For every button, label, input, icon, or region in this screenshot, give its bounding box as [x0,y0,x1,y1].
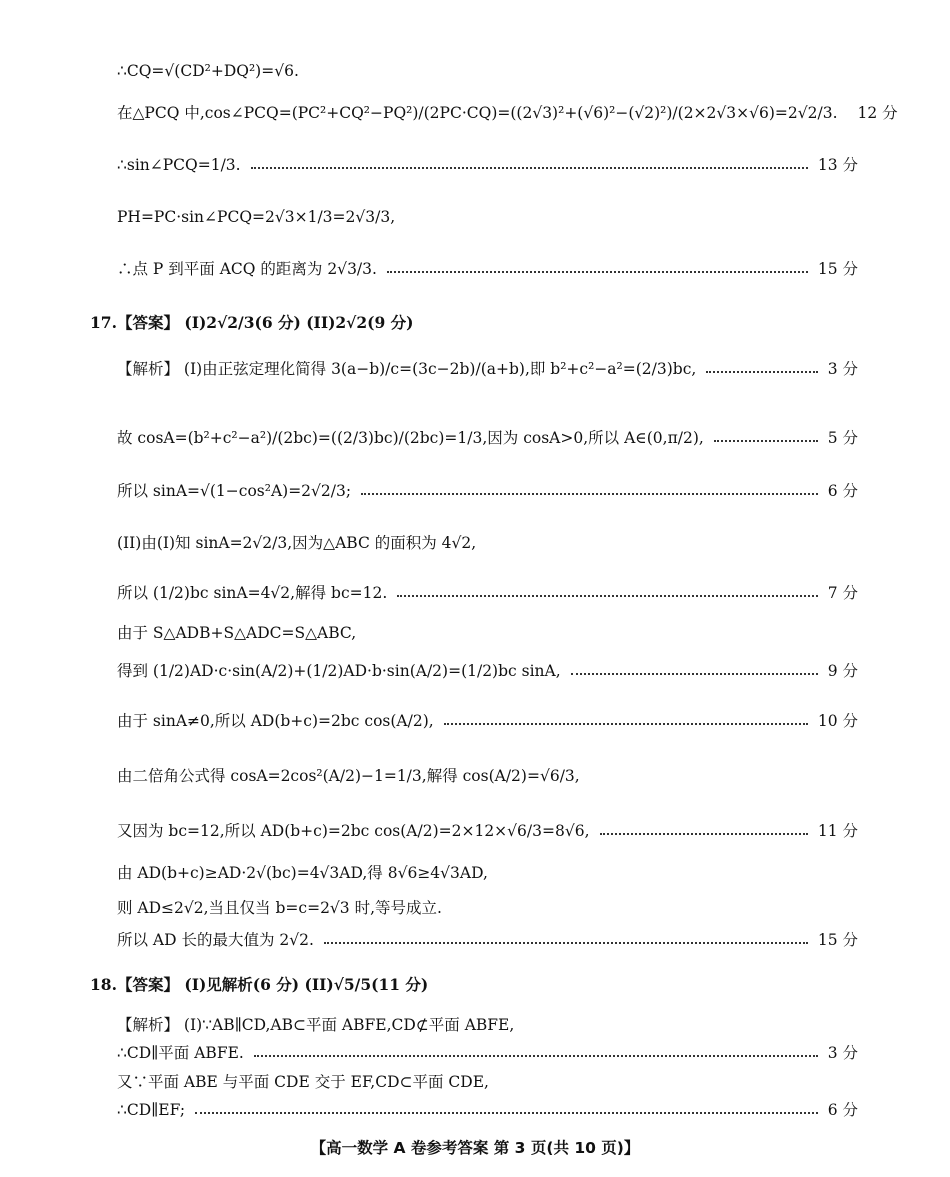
score-label: 15 分 [817,260,858,278]
score-label: 10 分 [817,712,858,730]
line-text: 由于 S△ADB+S△ADC=S△ABC, [117,624,357,642]
score-label: 13 分 [817,156,858,174]
line-text: 又因为 bc=12,所以 AD(b+c)=2bc cos(A/2)=2×12×√6/3=8√6, [117,822,590,840]
solution-line [117,60,858,82]
solution-line [117,1042,858,1064]
solution-line [117,532,858,554]
line-text: 得到 (1/2)AD·c·sin(A/2)+(1/2)AD·b·sin(A/2)=(1/2)bc sinA, [117,662,561,680]
leader-dots [361,493,818,495]
leader-dots [444,723,808,725]
solution-line [117,710,858,732]
score-label: 6 分 [827,482,858,500]
question-18-answer: 18.【答案】 (I)见解析(6 分) (II)√5/5(11 分) [90,975,429,994]
leader-dots [254,1055,818,1057]
solution-line [117,660,858,682]
leader-dots [714,440,818,442]
solution-line [117,154,858,176]
solution-line [117,1099,858,1121]
question-17-answer: 17.【答案】 (I)2√2/3(6 分) (II)2√2(9 分) [90,313,414,332]
score-label: 6 分 [827,1101,858,1119]
line-text: 所以 (1/2)bc sinA=4√2,解得 bc=12. [117,584,388,602]
solution-line [117,820,858,842]
score-label: 15 分 [817,931,858,949]
score-label: 11 分 [817,822,858,840]
solution-line [117,1014,858,1036]
solution-line [117,929,858,951]
score-label: 12 分 [857,104,898,122]
leader-dots [571,673,818,675]
line-text: ∴CD∥EF; [117,1101,186,1119]
line-text: 所以 AD 长的最大值为 2√2. [117,931,314,949]
solution-line [117,258,858,280]
line-text: 【解析】 (I)由正弦定理化简得 3(a−b)/c=(3c−2b)/(a+b),即 b²+c²−a²=(2/3)bc, [117,360,697,378]
score-label: 7 分 [827,584,858,602]
solution-line [117,427,858,449]
leader-dots [397,595,817,597]
leader-dots [324,942,808,944]
line-text: (II)由(I)知 sinA=2√2/3,因为△ABC 的面积为 4√2, [117,534,477,552]
line-text: 由 AD(b+c)≥AD·2√(bc)=4√3AD,得 8√6≥4√3AD, [117,864,488,882]
solution-line [117,206,858,228]
leader-dots [195,1112,818,1114]
line-text: ∴CD∥平面 ABFE. [117,1044,244,1062]
line-text: 【解析】 (I)∵AB∥CD,AB⊂平面 ABFE,CD⊄平面 ABFE, [117,1016,515,1034]
line-text: 又∵平面 ABE 与平面 CDE 交于 EF,CD⊂平面 CDE, [117,1073,489,1091]
solution-line [117,480,858,502]
line-text: 由于 sinA≠0,所以 AD(b+c)=2bc cos(A/2), [117,712,434,730]
page-footer: 【高一数学 A 卷参考答案 第 3 页(共 10 页)】 [310,1139,640,1157]
solution-line [117,358,858,380]
solution-line [117,897,858,919]
line-text: 在△PCQ 中,cos∠PCQ=(PC²+CQ²−PQ²)/(2PC·CQ)=((2√3)²+(√6)²−(√2)²)/(2×2√3×√6)=2√2/3. [117,104,838,122]
line-text: 由二倍角公式得 cosA=2cos²(A/2)−1=1/3,解得 cos(A/2)=√6/3, [117,767,580,785]
score-label: 5 分 [827,429,858,447]
solution-line [117,765,858,787]
solution-line [117,622,858,644]
solution-line [117,582,858,604]
score-label: 3 分 [827,1044,858,1062]
leader-dots [600,833,808,835]
leader-dots [251,167,808,169]
solution-line [117,1071,858,1093]
solution-line [117,102,898,124]
line-text: ∴CQ=√(CD²+DQ²)=√6. [117,62,299,80]
line-text: ∴sin∠PCQ=1/3. [117,156,241,174]
line-text: 则 AD≤2√2,当且仅当 b=c=2√3 时,等号成立. [117,899,442,917]
solution-line [117,862,858,884]
leader-dots [706,371,817,373]
line-text: 所以 sinA=√(1−cos²A)=2√2/3; [117,482,352,500]
leader-dots [387,271,808,273]
line-text: ∴点 P 到平面 ACQ 的距离为 2√3/3. [117,260,377,278]
line-text: 故 cosA=(b²+c²−a²)/(2bc)=((2/3)bc)/(2bc)=1/3,因为 cosA>0,所以 A∈(0,π/2), [117,429,704,447]
score-label: 9 分 [827,662,858,680]
score-label: 3 分 [827,360,858,378]
line-text: PH=PC·sin∠PCQ=2√3×1/3=2√3/3, [117,208,396,226]
